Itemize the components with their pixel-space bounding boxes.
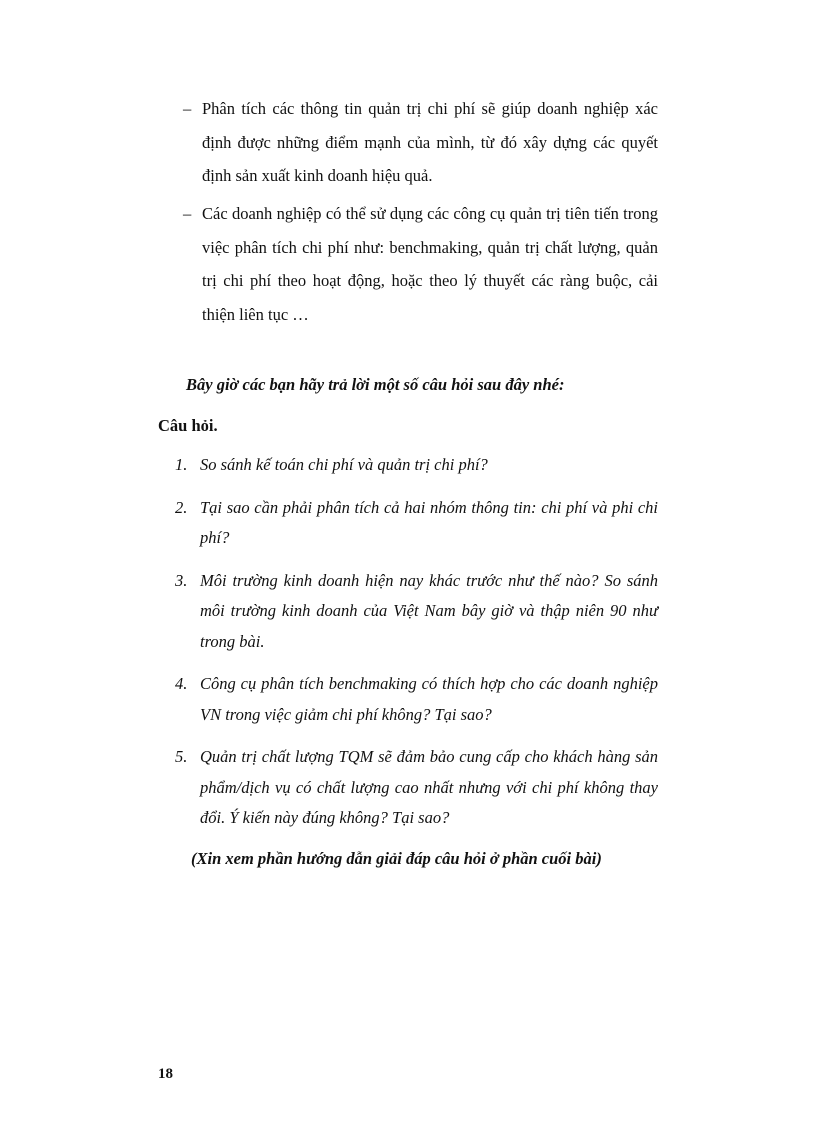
questions-heading: Câu hỏi. <box>158 416 218 435</box>
question-text: Công cụ phân tích benchmaking có thích hợp cho các doanh nghiệp VN trong việc giảm chi phí không? Tại sao? <box>200 674 658 724</box>
question-item <box>175 566 658 658</box>
question-text: So sánh kế toán chi phí và quản trị chi phí? <box>200 455 488 474</box>
question-number: 5. <box>175 747 188 766</box>
question-text: Quản trị chất lượng TQM sẽ đảm bảo cung cấp cho khách hàng sản phẩm/dịch vụ có chất lượng cao nhất nhưng với chi phí không thay đổi. Ý kiến này đúng không? Tại sao? <box>200 747 658 827</box>
answer-guide-note: (Xin xem phần hướng dẫn giải đáp câu hỏi ở phần cuối bài) <box>191 849 602 868</box>
bullet-paragraph <box>183 197 658 331</box>
question-number: 4. <box>175 674 188 693</box>
question-item <box>175 493 658 554</box>
question-number: 1. <box>175 455 188 474</box>
bullet-text: Phân tích các thông tin quản trị chi phí sẽ giúp doanh nghiệp xác định được những điểm mạnh của mình, từ đó xây dựng các quyết định sản xuất kinh doanh hiệu quả. <box>202 99 658 185</box>
bullet-dash-marker: – <box>183 99 192 118</box>
questions-list <box>175 450 658 846</box>
question-number: 2. <box>175 497 188 517</box>
question-item <box>175 669 658 730</box>
question-item <box>175 742 658 834</box>
question-number: 3. <box>175 570 188 590</box>
bullet-paragraph <box>183 92 658 193</box>
page-number: 18 <box>158 1066 173 1082</box>
bullet-dash-marker: – <box>183 204 192 223</box>
question-text: Môi trường kinh doanh hiện nay khác trước như thế nào? So sánh môi trường kinh doanh của Việt Nam bây giờ và thập niên 90 như trong bài. <box>200 570 658 651</box>
bullet-text: Các doanh nghiệp có thể sử dụng các công cụ quản trị tiên tiến trong việc phân tích chi phí như: benchmaking, quản trị chất lượng, quản trị chi phí theo hoạt động, hoặc theo lý thuyết các ràng buộc, cải thiện liên tục … <box>202 204 658 324</box>
question-text: Tại sao cần phải phân tích cả hai nhóm thông tin: chi phí và phi chi phí? <box>200 497 658 547</box>
question-item <box>175 450 658 481</box>
questions-prompt: Bây giờ các bạn hãy trả lời một số câu hỏi sau đây nhé: <box>186 375 565 394</box>
